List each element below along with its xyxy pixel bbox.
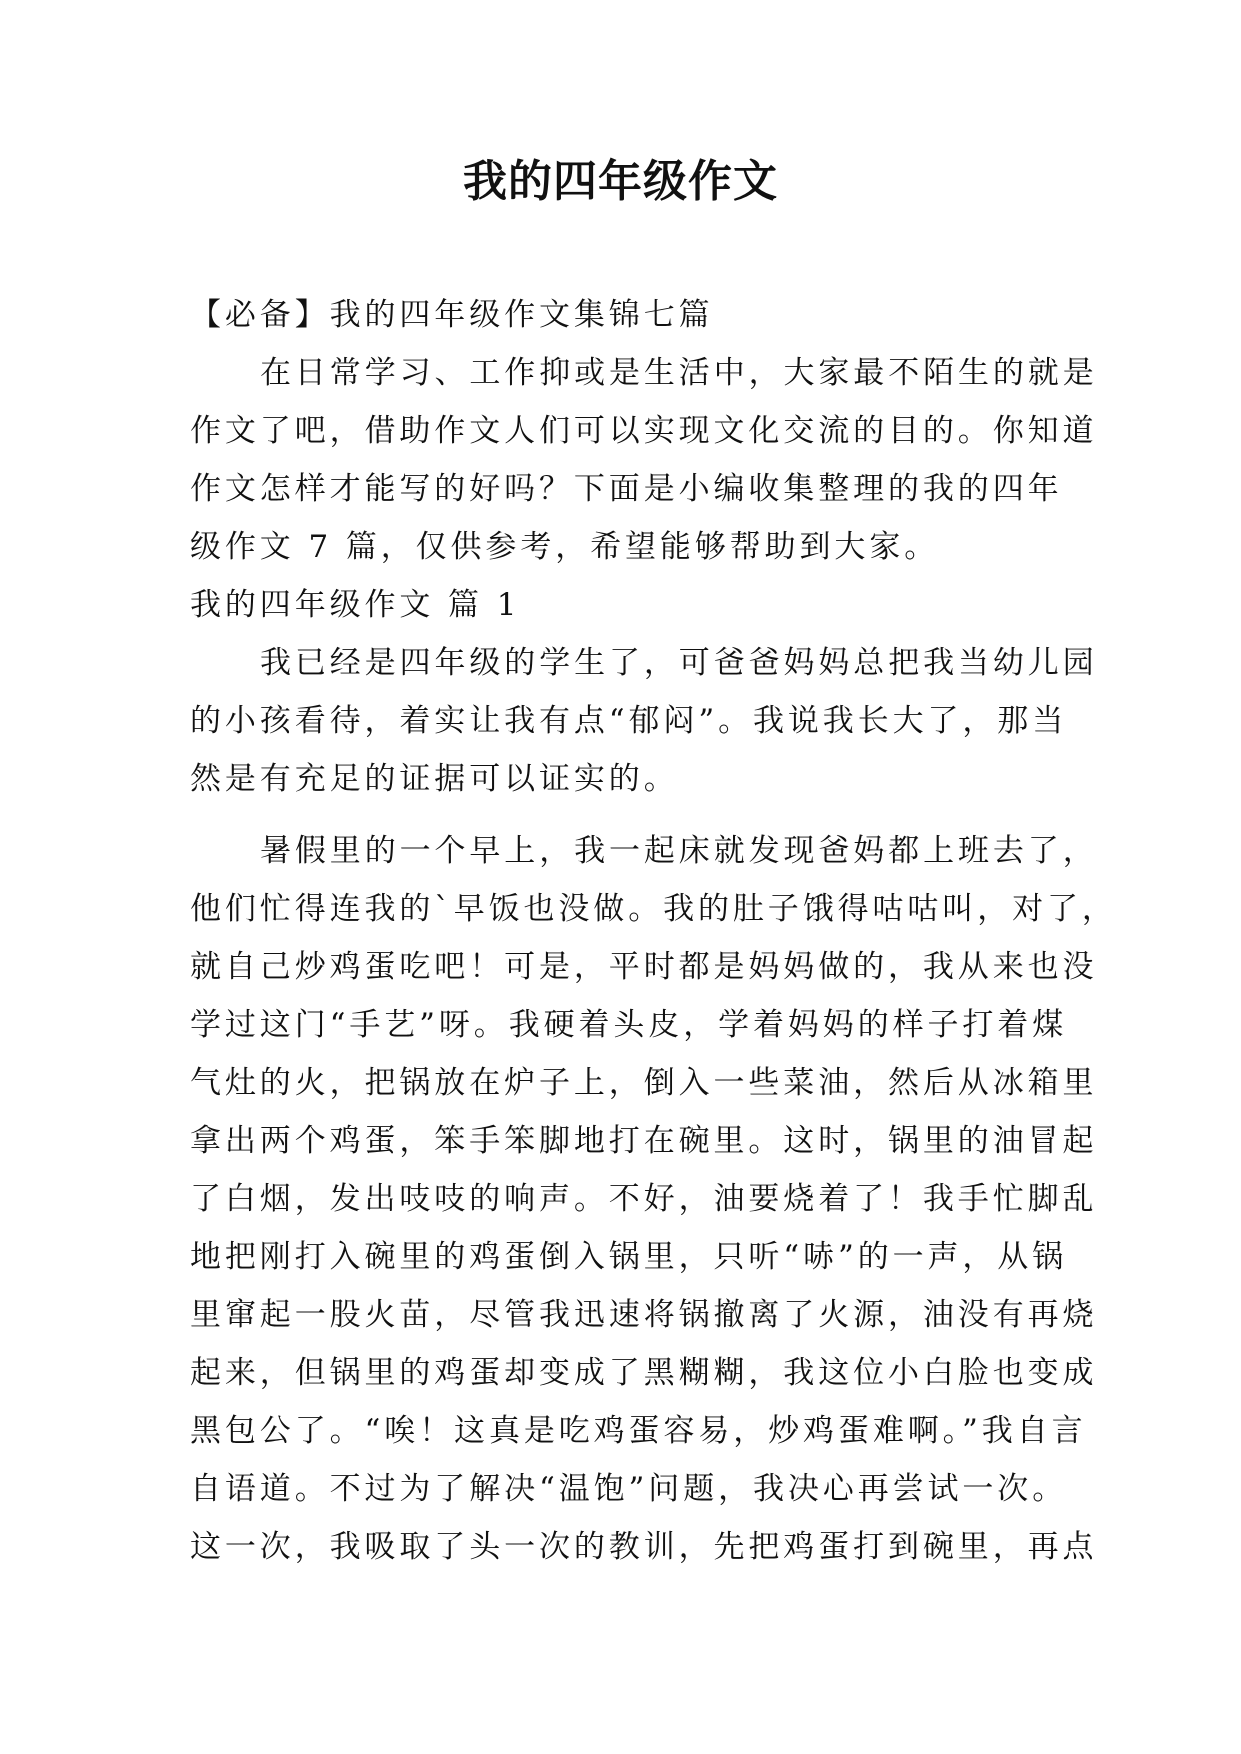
paragraph-spacer bbox=[190, 808, 1070, 822]
article-paragraph-line: 暑假里的一个早上，我一起床就发现爸妈都上班去了， bbox=[260, 833, 1098, 869]
article-heading: 我的四年级作文 篇 1 bbox=[190, 587, 521, 623]
intro-paragraph-line: 在日常学习、工作抑或是生活中，大家最不陌生的就是 bbox=[260, 355, 1098, 391]
article-paragraph-line: 地把刚打入碗里的鸡蛋倒入锅里，只听“哧”的一声，从锅 bbox=[190, 1239, 1068, 1275]
article-paragraph-line: 了白烟，发出吱吱的响声。不好，油要烧着了！我手忙脚乱 bbox=[190, 1181, 1098, 1217]
article-paragraph-line: 黑包公了。“唉！这真是吃鸡蛋容易，炒鸡蛋难啊。”我自言 bbox=[190, 1413, 1087, 1449]
intro-paragraph-line: 作文怎样才能写的好吗？下面是小编收集整理的我的四年 bbox=[190, 471, 1063, 507]
article-paragraph-line: 里窜起一股火苗，尽管我迅速将锅撤离了火源，油没有再烧 bbox=[190, 1297, 1098, 1333]
article-paragraph-line: 我已经是四年级的学生了，可爸爸妈妈总把我当幼儿园 bbox=[260, 645, 1098, 681]
article-paragraph-line: 拿出两个鸡蛋，笨手笨脚地打在碗里。这时，锅里的油冒起 bbox=[190, 1123, 1098, 1159]
article-paragraph-line: 就自己炒鸡蛋吃吧！可是，平时都是妈妈做的，我从来也没 bbox=[190, 949, 1098, 985]
article-paragraph-line: 然是有充足的证据可以证实的。 bbox=[190, 761, 679, 797]
document-body bbox=[190, 286, 1117, 1576]
article-paragraph-line: 的小孩看待，着实让我有点“郁闷”。我说我长大了，那当 bbox=[190, 703, 1068, 739]
article-paragraph-line: 自语道。不过为了解决“温饱”问题，我决心再尝试一次。 bbox=[190, 1471, 1068, 1507]
intro-heading: 【必备】我的四年级作文集锦七篇 bbox=[190, 297, 714, 333]
intro-paragraph-line: 作文了吧，借助作文人们可以实现文化交流的目的。你知道 bbox=[190, 413, 1098, 449]
article-paragraph-line: 气灶的火，把锅放在炉子上，倒入一些菜油，然后从冰箱里 bbox=[190, 1065, 1098, 1101]
article-paragraph-line: 这一次，我吸取了头一次的教训，先把鸡蛋打到碗里，再点 bbox=[190, 1529, 1098, 1565]
article-paragraph-line: 起来，但锅里的鸡蛋却变成了黑糊糊，我这位小白脸也变成 bbox=[190, 1355, 1098, 1391]
document-title: 我的四年级作文 bbox=[463, 156, 778, 207]
intro-paragraph-line: 级作文 7 篇，仅供参考，希望能够帮助到大家。 bbox=[190, 529, 940, 565]
article-paragraph-line: 他们忙得连我的`早饭也没做。我的肚子饿得咕咕叫，对了， bbox=[190, 891, 1117, 927]
article-paragraph-line: 学过这门“手艺”呀。我硬着头皮，学着妈妈的样子打着煤 bbox=[190, 1007, 1068, 1043]
